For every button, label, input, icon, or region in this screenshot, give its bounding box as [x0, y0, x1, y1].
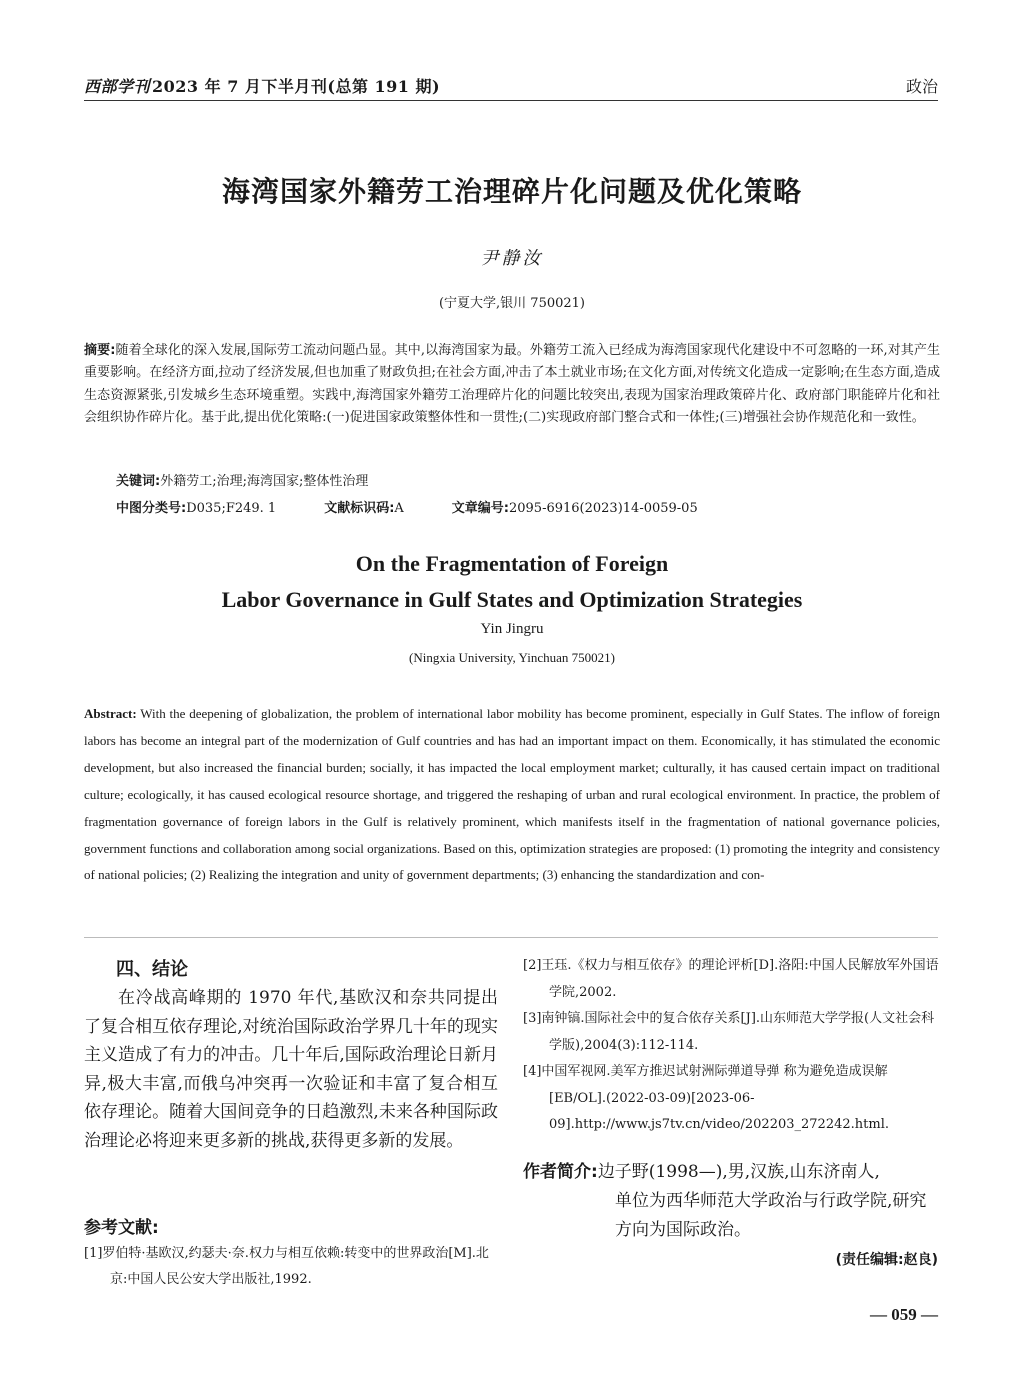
english-title: [0, 546, 1024, 618]
doc-code-label: 文献标识码:: [324, 501, 395, 516]
section-label: 政治: [905, 77, 938, 96]
running-header: [84, 74, 440, 97]
english-title-line-1: On the Fragmentation of Foreign: [355, 551, 669, 576]
references-list-right: [523, 953, 939, 1139]
author-bio: [523, 1158, 939, 1245]
clc-label: 中图分类号:: [116, 501, 187, 516]
english-abstract-label: Abstract:: [84, 706, 137, 721]
reference-item: [3]南钟镐.国际社会中的复合依存关系[J].山东师范大学学报(人文社会科学版),2004(3):112-114.: [523, 1011, 935, 1053]
chinese-abstract: [84, 340, 940, 429]
english-abstract-text: With the deepening of globalization, the problem of international labor mobility has become prominent, especially in Gulf States. The inflow of foreign labors has become an integral part of the modernization of Gulf countries and has had an important impact on them. Economically, it has stimulated the economic development, but also increased the financial burden; socially, it has impacted the local employment market; culturally, it has caused certain impact on traditional culture; ecologically, it has caused ecological resource shortage, and triggered the reshaping of urban and rural ecological environment. In practice, the problem of fragmentation governance of foreign labors in the Gulf is relatively prominent, which manifests itself in the fragmentation of national governance policies, government functions and collaboration among social organizations. Based on this, optimization strategies are proposed: (1) promoting the integrity and consistency of national policies; (2) Realizing the integration and unity of government departments; (3) enhancing the standardization and con-: [84, 706, 941, 883]
references-heading: 参考文献:: [84, 1218, 159, 1238]
clc-value: D035;F249. 1: [186, 501, 277, 516]
reference-item: [1]罗伯特·基欧汉,约瑟夫·奈.权力与相互依赖:转变中的世界政治[M].北京:中国人民公安大学出版社,1992.: [84, 1246, 489, 1287]
article-no-value: 2095-6916(2023)14-0059-05: [508, 501, 698, 516]
author-bio-label: 作者简介:: [523, 1162, 598, 1182]
chinese-abstract-label: 摘要:: [84, 343, 116, 358]
chinese-author: 尹静汝: [480, 248, 544, 269]
keywords-label: 关键词:: [116, 474, 161, 489]
chinese-affiliation: (宁夏大学,银川 750021): [438, 296, 586, 311]
responsible-editor: (责任编辑:赵良): [835, 1252, 938, 1268]
classification-line: [116, 497, 698, 516]
issue-info: 2023 年 7 月下半月刊(总第 191 期): [152, 77, 441, 96]
page-number: — 059 —: [870, 1305, 938, 1324]
english-abstract: [84, 701, 940, 889]
author-bio-rest: 单位为西华师范大学政治与行政学院,研究方向为国际政治。: [615, 1191, 927, 1240]
keywords-text: 外籍劳工;治理;海湾国家;整体性治理: [160, 474, 369, 489]
reference-item: [4]中国军视网.美军方推迟试射洲际弹道导弹 称为避免造成误解[EB/OL].(2022-03-09)[2023-06-09].http://www.js7tv.cn/video/202203_272242.html.: [523, 1064, 889, 1132]
english-affiliation: (Ningxia University, Yinchuan 750021): [409, 650, 615, 665]
section-divider: [84, 937, 938, 938]
chinese-abstract-text: 随着全球化的深入发展,国际劳工流动问题凸显。其中,以海湾国家为最。外籍劳工流入已经成为海湾国家现代化建设中不可忽略的一环,对其产生重要影响。在经济方面,拉动了经济发展,但也加重了财政负担;在社会方面,冲击了本土就业市场;在文化方面,对传统文化造成一定影响;在生态方面,造成生态资源紧张,引发城乡生态环境重塑。实践中,海湾国家外籍劳工治理碎片化的问题比较突出,表现为国家治理政策碎片化、政府部门职能碎片化和社会组织协作碎片化。基于此,提出优化策略:(一)促进国家政策整体性和一贯性;(二)实现政府部门整合式和一体性;(三)增强社会协作规范化和一致性。: [84, 343, 940, 425]
author-bio-line-1: 边子野(1998—),男,汉族,山东济南人,: [597, 1162, 880, 1182]
doc-code-value: A: [394, 501, 404, 516]
english-title-line-2: Labor Governance in Gulf States and Optimization Strategies: [221, 587, 803, 612]
article-no-label: 文章编号:: [451, 501, 509, 516]
header-rule: [84, 100, 938, 101]
chinese-title: 海湾国家外籍劳工治理碎片化问题及优化策略: [221, 175, 802, 208]
conclusion-heading: 四、结论: [116, 959, 188, 980]
journal-logo: 西部学刊: [84, 77, 151, 96]
english-author: Yin Jingru: [480, 621, 544, 637]
references-list-left: [84, 1241, 498, 1293]
reference-item: [2]王珏.《权力与相互依存》的理论评析[D].洛阳:中国人民解放军外国语学院,2002.: [523, 958, 939, 1000]
keywords: [116, 470, 368, 489]
conclusion-paragraph: 在冷战高峰期的 1970 年代,基欧汉和奈共同提出了复合相互依存理论,对统治国际政治学界几十年的现实主义造成了有力的冲击。几十年后,国际政治理论日新月异,极大丰富,而俄乌冲突再一次验证和丰富了复合相互依存理论。随着大国间竞争的日趋激烈,未来各种国际政治理论必将迎来更多新的挑战,获得更多新的发展。: [84, 988, 498, 1151]
